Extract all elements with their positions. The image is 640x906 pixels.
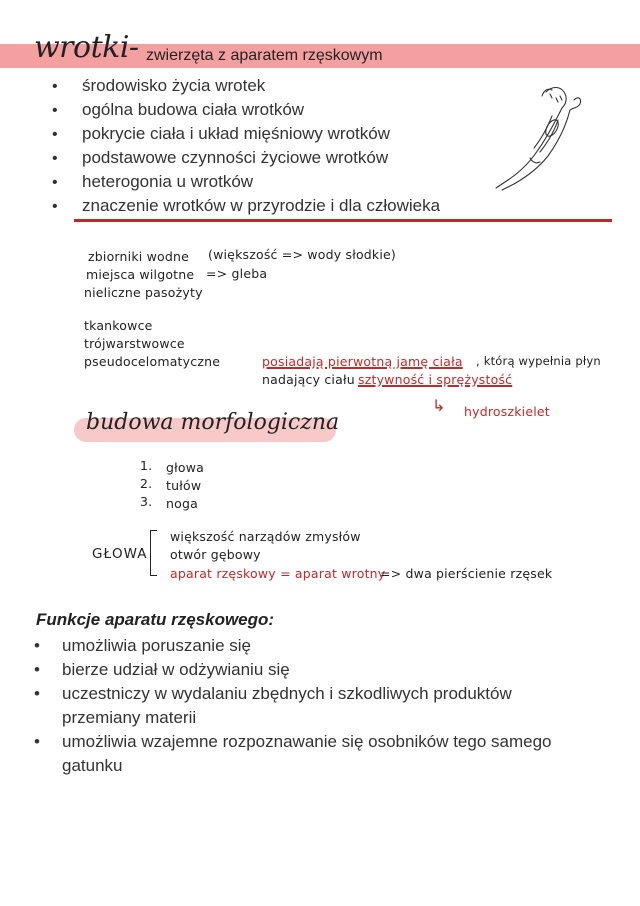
part-label-foot: noga	[166, 496, 198, 511]
note-corona-arrow: => dwa	[380, 566, 432, 581]
note-habitat-water-detail: (większość => wody słodkie)	[208, 247, 397, 262]
function-item: • umożliwia poruszanie się	[34, 634, 622, 658]
note-parasites: nieliczne pasożyty	[84, 285, 203, 300]
topics-divider	[74, 219, 612, 222]
topic-item: • pokrycie ciała i układ mięśniowy wrotków	[52, 122, 390, 147]
note-corona: aparat rzęskowy = aparat wrotny	[170, 566, 386, 581]
note-habitat-moist: miejsca wilgotne	[86, 267, 195, 282]
function-item: • uczestniczy w wydalaniu zbędnych i szkodliwych produktów przemiany materii	[34, 684, 512, 727]
topic-item: • środowisko życia wrotek	[52, 74, 265, 99]
page-subtitle: zwierzęta z aparatem rzęskowym	[146, 47, 383, 64]
rotifer-illustration-icon	[486, 80, 586, 192]
part-number: 2.	[140, 476, 153, 491]
head-label: GŁOWA	[92, 546, 148, 562]
bullet-icon: •	[34, 660, 40, 679]
part-number: 1.	[140, 458, 153, 473]
bullet-icon: •	[34, 732, 40, 751]
note-habitat-water: zbiorniki wodne	[88, 249, 190, 264]
part-label-head: głowa	[166, 460, 205, 475]
note-tissue: tkankowce	[84, 318, 153, 333]
note-senses: większość narządów zmysłów	[170, 529, 361, 544]
function-item: • umożliwia wzajemne rozpoznawanie się osobników tego samego gatunku	[34, 732, 552, 775]
bullet-icon: •	[34, 684, 40, 703]
bullet-icon: •	[52, 102, 58, 119]
bullet-icon: •	[52, 174, 58, 191]
topic-item: • ogólna budowa ciała wrotków	[52, 98, 304, 123]
section-title: budowa morfologiczna	[86, 410, 340, 435]
note-pseudocoelomate: pseudocelomatyczne	[84, 354, 221, 369]
note-hydroskeleton: hydroszkielet	[464, 404, 550, 419]
note-mouth: otwór gębowy	[170, 547, 261, 562]
topic-item: • znaczenie wrotków w przyrodzie i dla człowieka	[52, 194, 440, 219]
topic-item: • heterogonia u wrotków	[52, 170, 253, 195]
note-body-cavity: posiadają pierwotną jamę ciała	[262, 354, 463, 369]
topic-item: • podstawowe czynności życiowe wrotków	[52, 146, 388, 171]
part-label-trunk: tułów	[166, 478, 202, 493]
note-body-fluid: , którą wypełnia płyn	[476, 354, 601, 368]
note-body-rigidity: nadający ciału	[262, 372, 355, 387]
note-cilia-rings: pierścienie rzęsek	[436, 566, 553, 581]
part-number: 3.	[140, 494, 153, 509]
bullet-icon: •	[52, 126, 58, 143]
bracket-icon	[150, 530, 157, 576]
function-item: • bierze udział w odżywianiu się	[34, 658, 622, 682]
page-title: wrotki-	[34, 30, 139, 65]
arrow-icon: ↳	[432, 396, 446, 415]
bullet-icon: •	[52, 198, 58, 215]
bullet-icon: •	[52, 150, 58, 167]
note-rigidity-red: sztywność i sprężystość	[358, 372, 513, 387]
bullet-icon: •	[34, 636, 40, 655]
note-habitat-soil: => gleba	[206, 266, 268, 281]
bullet-icon: •	[52, 78, 58, 95]
note-triploblastic: trójwarstwowce	[84, 336, 185, 351]
functions-title: Funkcje aparatu rzęskowego:	[36, 610, 275, 629]
